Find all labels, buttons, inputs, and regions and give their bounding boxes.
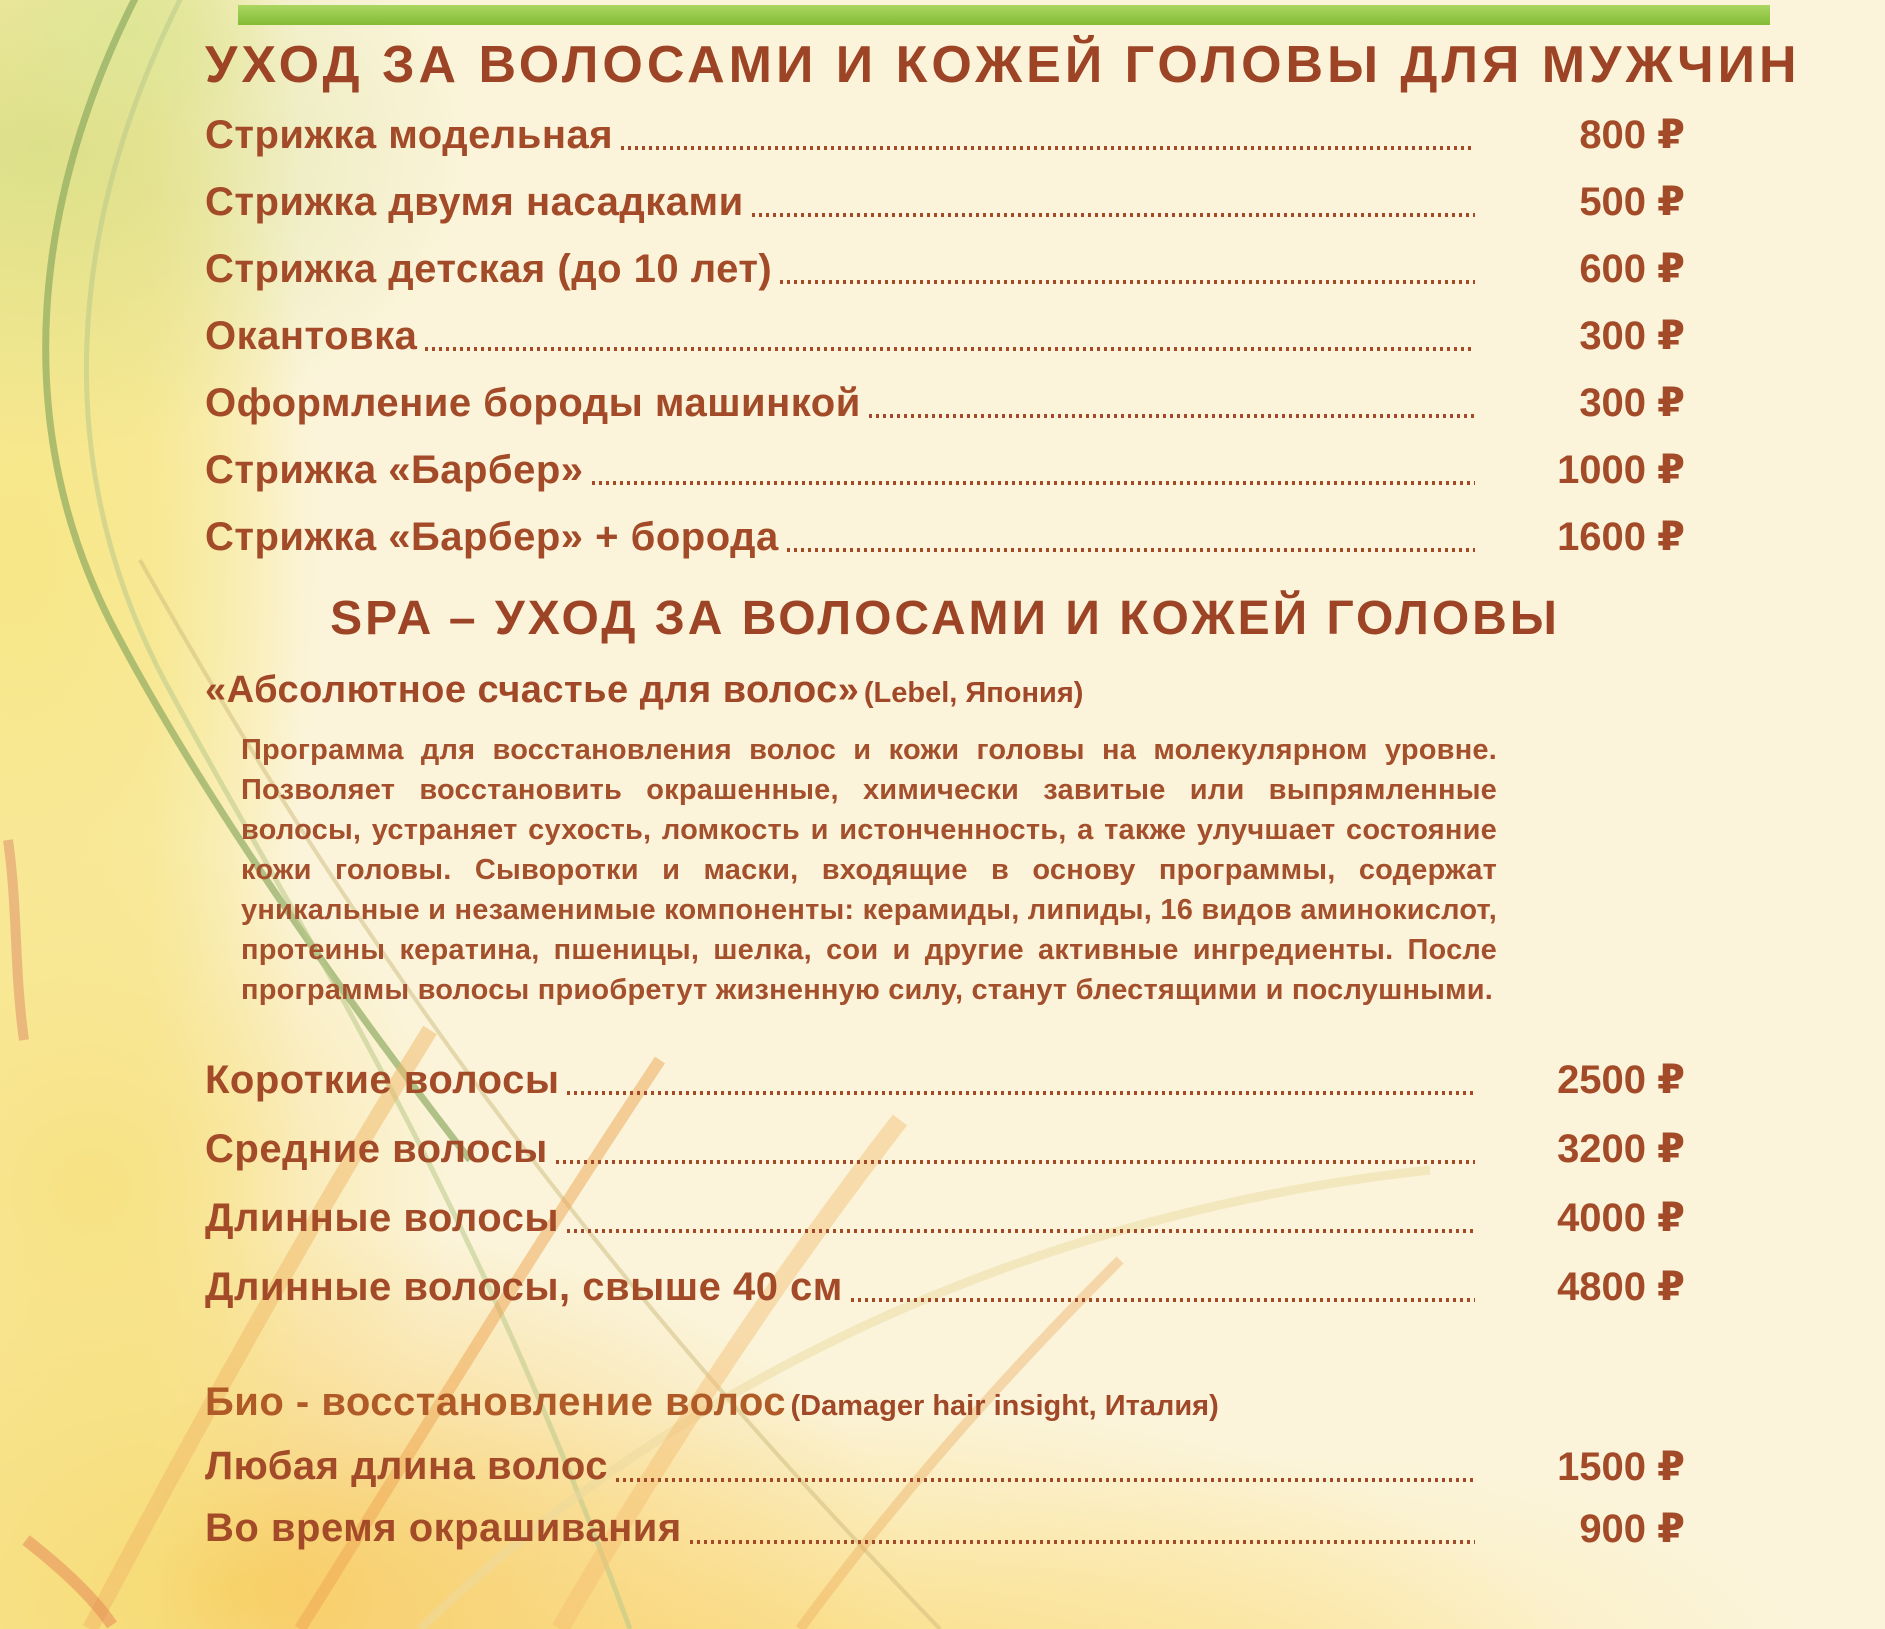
dot-leader	[690, 1540, 1475, 1544]
price-row	[205, 236, 1685, 303]
service-label: Стрижка «Барбер»	[205, 447, 584, 492]
service-label: Во время окрашивания	[205, 1506, 682, 1551]
dot-leader	[592, 481, 1475, 485]
price-row	[205, 1184, 1685, 1253]
price-row	[205, 169, 1685, 236]
price-row	[205, 1498, 1685, 1560]
service-label: Стрижка двумя насадками	[205, 179, 744, 224]
price-row	[205, 1046, 1685, 1115]
program-brand-note: (Damager hair insight, Италия)	[790, 1389, 1219, 1422]
dot-leader	[869, 414, 1475, 418]
service-price: 1600 ₽	[1557, 515, 1685, 560]
service-price: 3200 ₽	[1557, 1127, 1685, 1172]
dot-leader	[621, 146, 1475, 150]
service-label: Оформление бороды машинкой	[205, 380, 861, 425]
program-brand-note: (Lebel, Япония)	[863, 676, 1084, 709]
dot-leader	[567, 1229, 1475, 1233]
service-label: Стрижка детская (до 10 лет)	[205, 246, 773, 291]
price-list	[205, 0, 1801, 1560]
service-label: Средние волосы	[205, 1126, 548, 1171]
service-price: 1500 ₽	[1557, 1444, 1685, 1489]
dot-leader	[787, 548, 1475, 552]
section-title-spa-care: SPA – УХОД ЗА ВОЛОСАМИ И КОЖЕЙ ГОЛОВЫ	[330, 591, 1560, 645]
dot-leader	[567, 1091, 1475, 1095]
price-row	[205, 504, 1685, 571]
service-price: 900 ₽	[1579, 1506, 1685, 1551]
service-label: Окантовка	[205, 313, 418, 358]
service-label: Любая длина волос	[205, 1444, 609, 1489]
dot-leader	[752, 213, 1475, 217]
program-heading-bio-restore	[205, 1378, 1685, 1426]
price-row	[205, 102, 1685, 169]
service-label: Стрижка «Барбер» + борода	[205, 514, 779, 559]
service-price: 300 ₽	[1579, 381, 1685, 426]
mens-care-rows	[205, 102, 1685, 571]
price-row	[205, 1436, 1685, 1498]
service-price: 4800 ₽	[1557, 1265, 1685, 1310]
service-label: Длинные волосы	[205, 1195, 560, 1240]
service-price: 600 ₽	[1579, 247, 1685, 292]
service-price: 1000 ₽	[1557, 448, 1685, 493]
service-label: Длинные волосы, свыше 40 см	[205, 1264, 843, 1309]
price-row	[205, 1253, 1685, 1322]
service-price: 300 ₽	[1579, 314, 1685, 359]
spa-program-rows	[205, 1046, 1685, 1322]
price-row	[205, 1115, 1685, 1184]
service-label: Стрижка модельная	[205, 112, 614, 157]
service-price: 800 ₽	[1579, 113, 1685, 158]
dot-leader	[851, 1298, 1475, 1302]
program-name: «Абсолютное счастье для волос»	[205, 668, 860, 711]
section-title-mens-care: УХОД ЗА ВОЛОСАМИ И КОЖЕЙ ГОЛОВЫ ДЛЯ МУЖЧИН	[205, 36, 1801, 94]
price-row	[205, 303, 1685, 370]
service-price: 2500 ₽	[1557, 1058, 1685, 1103]
dot-leader	[556, 1160, 1475, 1164]
bio-restore-rows	[205, 1436, 1685, 1560]
program-name: Био - восстановление волос	[205, 1379, 787, 1424]
price-row	[205, 370, 1685, 437]
service-label: Короткие волосы	[205, 1057, 560, 1102]
program-heading-absolute-happiness	[205, 668, 1685, 714]
program-description: Программа для восстановления волос и кожи головы на молекулярном уровне. Позволяет восстановить окрашенные, химически завитые или выпрямленные волосы, устраняет сухость, ломкость и истонченность, а также улучшает состояние кожи головы. Сыворотки и маски, входящие в основу программы, содержат уникальные и незаменимые компоненты: керамиды, липиды, 16 видов аминокислот, протеины кератина, пшеницы, шелка, сои и другие активные ингредиенты. После программы волосы приобретут жизненную силу, станут блестящими и послушными.	[241, 733, 1497, 1006]
dot-leader	[780, 280, 1475, 284]
price-row	[205, 437, 1685, 504]
service-price: 4000 ₽	[1557, 1196, 1685, 1241]
dot-leader	[425, 347, 1475, 351]
service-price: 500 ₽	[1579, 180, 1685, 225]
dot-leader	[616, 1478, 1475, 1482]
